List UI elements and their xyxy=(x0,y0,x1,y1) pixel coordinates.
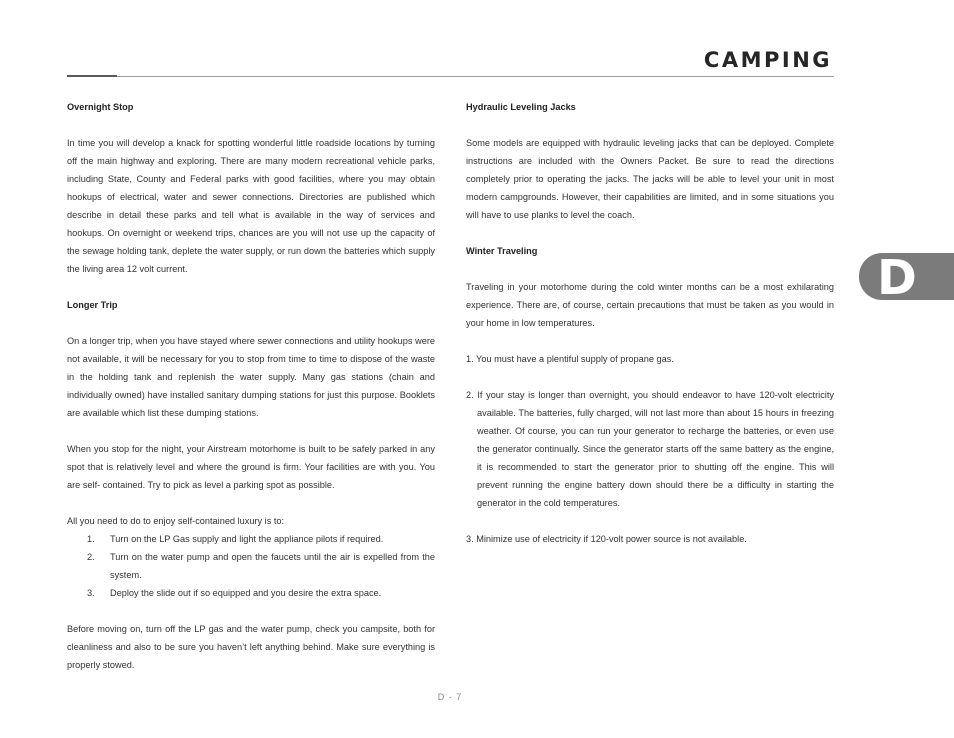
list-item-text: Turn on the water pump and open the faucets until the air is expelled from the system. xyxy=(110,552,435,580)
list-item xyxy=(67,548,435,584)
section-tab-letter: D xyxy=(877,250,917,306)
left-column xyxy=(67,98,435,692)
overnight-stop-heading: Overnight Stop xyxy=(67,102,134,112)
longer-trip-paragraph-2: When you stop for the night, your Airstream motorhome is built to be safely parked in any spot that is relatively level and where the ground is firm. Your facilities are with you. You are self- contained. Try to pick as level a parking spot as possible. xyxy=(67,444,435,490)
hydraulic-jacks-heading: Hydraulic Leveling Jacks xyxy=(466,102,576,112)
list-item-text: Deploy the slide out if so equipped and you desire the extra space. xyxy=(110,588,382,598)
list-intro: All you need to do to enjoy self-contained luxury is to: xyxy=(67,516,285,526)
list-item xyxy=(67,584,435,602)
list-item xyxy=(67,530,435,548)
list-item-number: 1. xyxy=(87,534,95,544)
header-rule xyxy=(67,76,834,77)
winter-item-3: 3. Minimize use of electricity if 120-volt power source is not available. xyxy=(466,534,747,544)
list-item-number: 2. xyxy=(87,552,95,562)
longer-trip-heading: Longer Trip xyxy=(67,300,118,310)
winter-traveling-heading: Winter Traveling xyxy=(466,246,538,256)
winter-item-1: 1. You must have a plentiful supply of propane gas. xyxy=(466,354,674,364)
closing-paragraph: Before moving on, turn off the LP gas and the water pump, check you campsite, both for cleanliness and also to be sure you haven’t left anything behind. Make sure everything is properly stowed. xyxy=(67,624,435,670)
page-number: D - 7 xyxy=(437,692,463,702)
header-rule-accent xyxy=(67,75,117,77)
page-title: CAMPING xyxy=(703,48,832,72)
overnight-stop-paragraph: In time you will develop a knack for spotting wonderful little roadside locations by turning off the main highway and exploring. There are many modern recreational vehicle parks, including State, County and Federal parks with good facilities, where you may obtain hookups of electrical, water and sewer connections. Directories are published which describe in detail these parks and tell what is available in the way of services and hookups. On overnight or weekend trips, chances are you will not use up the capacity of the sewage holding tank, deplete the water supply, or run down the batteries which supply the living area 12 volt current. xyxy=(67,138,435,274)
list-item-number: 3. xyxy=(87,588,95,598)
hydraulic-jacks-paragraph: Some models are equipped with hydraulic leveling jacks that can be deployed. Complete instructions are included with the Owners Packet. Be sure to read the directions completely prior to operating the jacks. The jacks will be able to level your unit in most modern campgrounds. However, their capabilities are limited, and in some situations you will have to use planks to level the coach. xyxy=(466,138,834,220)
winter-item-2: 2. If your stay is longer than overnight, you should endeavor to have 120-volt electricity available. The batteries, fully charged, will not last more than about 15 hours in freezing weather. Of course, you can run your generator to recharge the batteries, or even use the generator continually. Since the generator starts off the same battery as the engine, it is recommended to start the generator prior to shutting off the engine. This will prevent running the engine battery down should there be a difficulty in starting the generator in the cold temperatures. xyxy=(466,390,834,508)
winter-traveling-paragraph: Traveling in your motorhome during the cold winter months can be a most exhilarating experience. There are, of course, certain precautions that must be taken as you would in your home in low temperatures. xyxy=(466,282,834,328)
steps-list xyxy=(67,530,435,602)
section-tab xyxy=(859,250,954,306)
longer-trip-paragraph-1: On a longer trip, when you have stayed where sewer connections and utility hookups were not available, it will be necessary for you to stop from time to time to dispose of the waste in the holding tank and replenish the water supply. Many gas stations (chain and individually owned) have installed sanitary dumping stations for just this purpose. Booklets are available which list these dumping stations. xyxy=(67,336,435,418)
list-item-text: Turn on the LP Gas supply and light the appliance pilots if required. xyxy=(110,534,384,544)
right-column xyxy=(466,98,834,566)
